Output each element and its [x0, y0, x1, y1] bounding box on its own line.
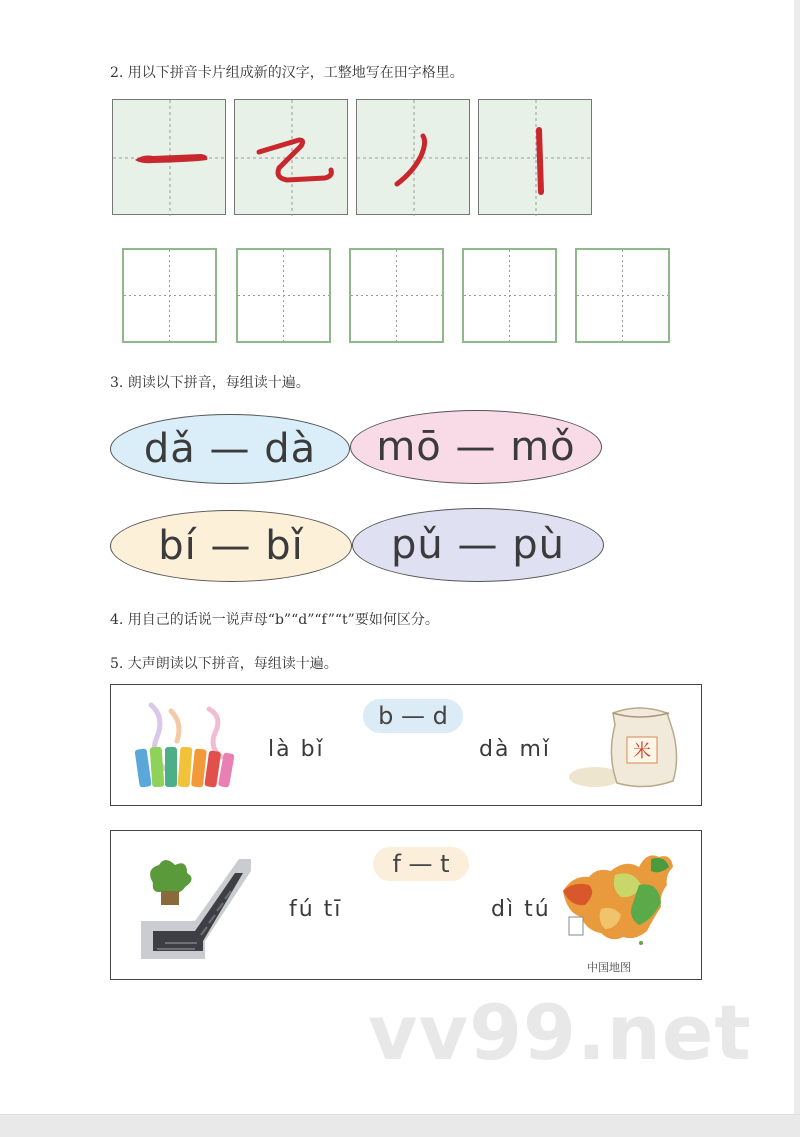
pinyin-oval-da	[110, 414, 350, 484]
writing-grid-3[interactable]	[349, 248, 444, 343]
pair-label: f — t	[392, 850, 450, 878]
stroke-card-pie	[356, 99, 470, 215]
heng-stroke-icon	[113, 100, 227, 216]
china-map-icon	[555, 845, 679, 947]
question-4: 4. 用自己的话说一说声母“b”“d”“f”“t”要如何区分。	[110, 612, 439, 628]
hengzhewangou-stroke-icon	[235, 100, 349, 216]
question-3: 3. 朗读以下拼音，每组读十遍。	[110, 375, 310, 391]
pinyin-pair: bí — bǐ	[158, 523, 304, 569]
pie-stroke-icon	[357, 100, 471, 216]
word-di-tu: dì tú	[491, 897, 551, 922]
stroke-card-shu	[478, 99, 592, 215]
word-da-mi: dà mǐ	[479, 737, 551, 762]
stroke-card-heng	[112, 99, 226, 215]
stroke-card-heng-zhe-wan-gou	[234, 99, 348, 215]
word-fu-ti: fú tī	[289, 897, 343, 922]
pinyin-pair: pǔ — pù	[391, 522, 565, 568]
practice-box-f-t	[110, 830, 702, 980]
viewer-bottom-strip	[0, 1114, 800, 1137]
escalator-icon	[135, 851, 255, 961]
page-edge	[794, 0, 800, 1137]
sack-label: 米	[633, 741, 651, 762]
map-caption: 中国地图	[587, 961, 631, 974]
rice-sack-icon	[569, 695, 685, 795]
writing-grid-5[interactable]	[575, 248, 670, 343]
word-la-bi: là bǐ	[268, 737, 325, 762]
shu-stroke-icon	[479, 100, 593, 216]
crayons-icon	[131, 697, 241, 791]
writing-grid-2[interactable]	[236, 248, 331, 343]
pinyin-oval-bi	[110, 510, 352, 582]
writing-grid-1[interactable]	[122, 248, 217, 343]
question-5: 5. 大声朗读以下拼音，每组读十遍。	[110, 656, 338, 672]
pair-label: b — d	[378, 702, 448, 730]
pair-pill-b-d	[363, 699, 463, 733]
pinyin-oval-mo	[350, 410, 602, 484]
writing-grid-4[interactable]	[462, 248, 557, 343]
practice-box-b-d	[110, 684, 702, 806]
pinyin-pair: dǎ — dà	[143, 426, 317, 472]
pinyin-oval-pu	[352, 508, 604, 582]
question-2: 2. 用以下拼音卡片组成新的汉字，工整地写在田字格里。	[110, 65, 464, 81]
pinyin-pair: mō — mǒ	[376, 424, 576, 470]
watermark: vv99.net	[368, 988, 752, 1077]
pair-pill-f-t	[373, 847, 469, 881]
